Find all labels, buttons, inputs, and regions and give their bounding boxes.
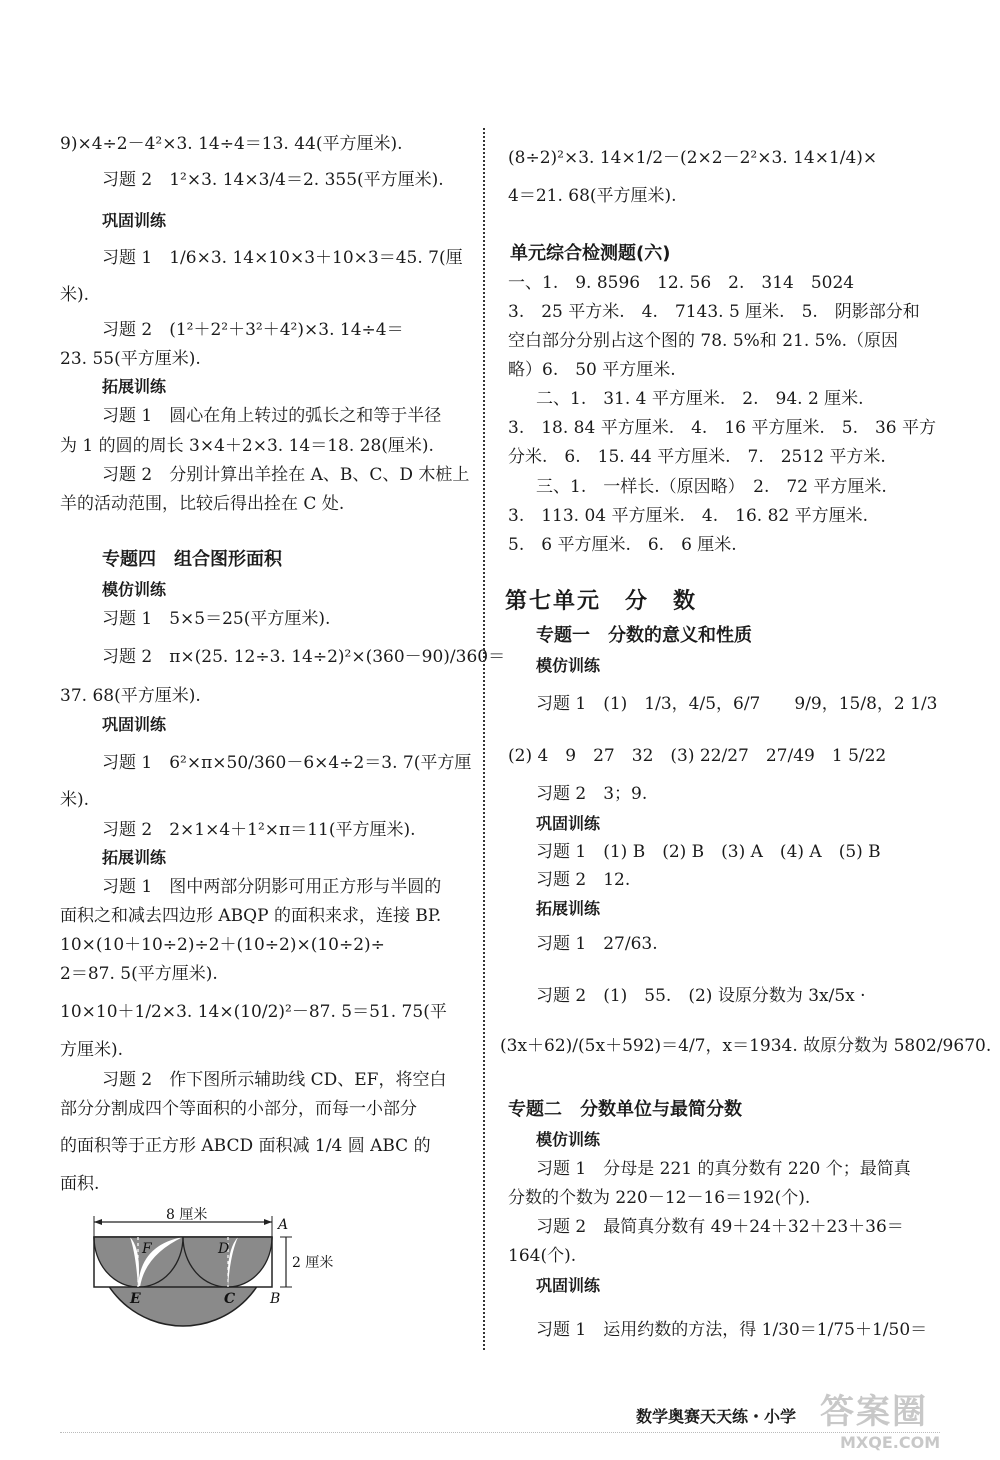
section-subheading: 拓展训练 bbox=[102, 377, 167, 396]
text-line: (2) 4 9 27 32 (3) 22/27 27/49 1 5/22 bbox=[508, 746, 887, 766]
text-line: 3. 18. 84 平方厘米. 4. 16 平方厘米. 5. 36 平方 bbox=[508, 418, 937, 438]
text-line: (3x＋62)/(5x＋592)＝4/7，x＝1934. 故原分数为 5802/9670. bbox=[500, 1036, 992, 1056]
text-line: 为 1 的圆的周长 3×4＋2×3. 14＝18. 28(厘米). bbox=[60, 436, 434, 456]
text-line: 部分分割成四个等面积的小部分，而每一小部分 bbox=[60, 1099, 417, 1119]
text-line: 习题 2 (1) 55. (2) 设原分数为 3x/5x · bbox=[536, 986, 866, 1006]
text-line: 一、1. 9. 8596 12. 56 2. 314 5024 bbox=[508, 273, 855, 293]
text-line: 习题 1 5×5＝25(平方厘米). bbox=[102, 609, 331, 629]
point-label-e: E bbox=[130, 1291, 141, 1307]
side-dimension-label: 2 厘米 bbox=[292, 1255, 334, 1271]
section-heading: 专题二 分数单位与最简分数 bbox=[508, 1099, 742, 1120]
text-line: 面积之和减去四边形 ABQP 的面积来求，连接 BP. bbox=[60, 906, 442, 926]
section-subheading: 模仿训练 bbox=[102, 580, 167, 599]
section-subheading: 模仿训练 bbox=[536, 1130, 601, 1149]
text-line: 略）6. 50 平方厘米. bbox=[508, 360, 676, 380]
section-subheading: 巩固训练 bbox=[536, 814, 601, 833]
footer-rule bbox=[60, 1432, 940, 1433]
point-label-d: D bbox=[218, 1241, 230, 1257]
section-subheading: 拓展训练 bbox=[102, 848, 167, 867]
text-line: 面积. bbox=[60, 1174, 100, 1194]
watermark-text: 答案圈 bbox=[820, 1392, 928, 1432]
text-line: 习题 1 1/6×3. 14×10×3＋10×3＝45. 7(厘 bbox=[102, 248, 463, 268]
section-subheading: 巩固训练 bbox=[102, 211, 167, 230]
text-line: 习题 2 分别计算出羊拴在 A、B、C、D 木桩上 bbox=[102, 465, 470, 485]
text-line: 习题 2 12. bbox=[536, 870, 631, 890]
text-line: 习题 2 作下图所示辅助线 CD、EF，将空白 bbox=[102, 1070, 447, 1090]
text-line: 羊的活动范围，比较后得出拴在 C 处. bbox=[60, 494, 345, 514]
top-dimension-label: 8 厘米 bbox=[166, 1207, 208, 1223]
section-subheading: 拓展训练 bbox=[536, 899, 601, 918]
text-line: 习题 1 图中两部分阴影可用正方形与半圆的 bbox=[102, 877, 442, 897]
section-heading: 专题四 组合图形面积 bbox=[102, 549, 282, 570]
section-subheading: 模仿训练 bbox=[536, 656, 601, 675]
point-label-f: F bbox=[142, 1241, 152, 1257]
column-divider bbox=[483, 128, 485, 1350]
point-label-a: A bbox=[278, 1217, 289, 1233]
text-line: 2＝87. 5(平方厘米). bbox=[60, 964, 218, 984]
text-line: 习题 2 最简真分数有 49＋24＋32＋23＋36＝ bbox=[536, 1217, 904, 1237]
text-line: 米). bbox=[60, 790, 90, 810]
text-line: 习题 1 (1) 1/3，4/5，6/7 9/9，15/8，2 1/3 bbox=[536, 694, 938, 714]
section-subheading: 巩固训练 bbox=[102, 715, 167, 734]
text-line: 二、1. 31. 4 平方厘米. 2. 94. 2 厘米. bbox=[536, 389, 864, 409]
section-subheading: 巩固训练 bbox=[536, 1276, 601, 1295]
text-line: 方厘米). bbox=[60, 1040, 124, 1060]
text-line: 37. 68(平方厘米). bbox=[60, 686, 201, 706]
text-line: 习题 1 运用约数的方法，得 1/30＝1/75＋1/50＝ bbox=[536, 1320, 928, 1340]
text-line: 23. 55(平方厘米). bbox=[60, 349, 201, 369]
text-line: 习题 2 2×1×4＋1²×π＝11(平方厘米). bbox=[102, 820, 416, 840]
text-line: 习题 2 3；9. bbox=[536, 784, 648, 804]
geometry-figure bbox=[70, 1205, 360, 1340]
text-line: 空白部分分别占这个图的 78. 5%和 21. 5%.（原因 bbox=[508, 331, 899, 351]
section-heading: 单元综合检测题(六) bbox=[510, 243, 671, 264]
point-label-c: C bbox=[224, 1291, 236, 1307]
text-line: 3. 113. 04 平方厘米. 4. 16. 82 平方厘米. bbox=[508, 506, 869, 526]
point-label-b: B bbox=[270, 1291, 281, 1307]
text-line: 分米. 6. 15. 44 平方厘米. 7. 2512 平方米. bbox=[508, 447, 886, 467]
text-line: 习题 1 圆心在角上转过的弧长之和等于半径 bbox=[102, 406, 442, 426]
text-line: 分数的个数为 220－12－16＝192(个). bbox=[508, 1188, 811, 1208]
text-line: 习题 1 (1) B (2) B (3) A (4) A (5) B bbox=[536, 842, 881, 862]
watermark-url: MXQE.COM bbox=[840, 1433, 941, 1452]
text-line: 10×(10＋10÷2)÷2＋(10÷2)×(10÷2)÷ bbox=[60, 935, 385, 955]
text-line: 习题 2 (1²＋2²＋3²＋4²)×3. 14÷4＝ bbox=[102, 320, 404, 340]
text-line: 3. 25 平方米. 4. 7143. 5 厘米. 5. 阴影部分和 bbox=[508, 302, 920, 322]
watermark-logo bbox=[820, 1384, 940, 1452]
text-line: 习题 1 6²×π×50/360－6×4÷2＝3. 7(平方厘 bbox=[102, 753, 472, 773]
text-line: 10×10＋1/2×3. 14×(10/2)²－87. 5＝51. 75(平 bbox=[60, 1002, 447, 1022]
text-line: 习题 2 π×(25. 12÷3. 14÷2)²×(360－90)/360＝ bbox=[102, 647, 506, 667]
text-line: 三、1. 一样长.（原因略） 2. 72 平方厘米. bbox=[536, 477, 887, 497]
text-line: (8÷2)²×3. 14×1/2－(2×2－2²×3. 14×1/4)× bbox=[508, 148, 878, 168]
text-line: 习题 1 27/63. bbox=[536, 934, 658, 954]
unit-heading: 第七单元 分 数 bbox=[505, 589, 698, 614]
text-line: 的面积等于正方形 ABCD 面积减 1/4 圆 ABC 的 bbox=[60, 1136, 431, 1156]
text-line: 习题 1 分母是 221 的真分数有 220 个；最简真 bbox=[536, 1159, 911, 1179]
text-line: 习题 2 1²×3. 14×3/4＝2. 355(平方厘米). bbox=[102, 170, 444, 190]
text-line: 5. 6 平方厘米. 6. 6 厘米. bbox=[508, 535, 737, 555]
text-line: 米). bbox=[60, 285, 90, 305]
text-line: 4＝21. 68(平方厘米). bbox=[508, 186, 677, 206]
text-line: 9)×4÷2－4²×3. 14÷4＝13. 44(平方厘米). bbox=[60, 134, 403, 154]
section-heading: 专题一 分数的意义和性质 bbox=[536, 625, 752, 646]
page-footer: 数学奥赛天天练・小学 bbox=[636, 1407, 797, 1426]
text-line: 164(个). bbox=[508, 1246, 577, 1266]
